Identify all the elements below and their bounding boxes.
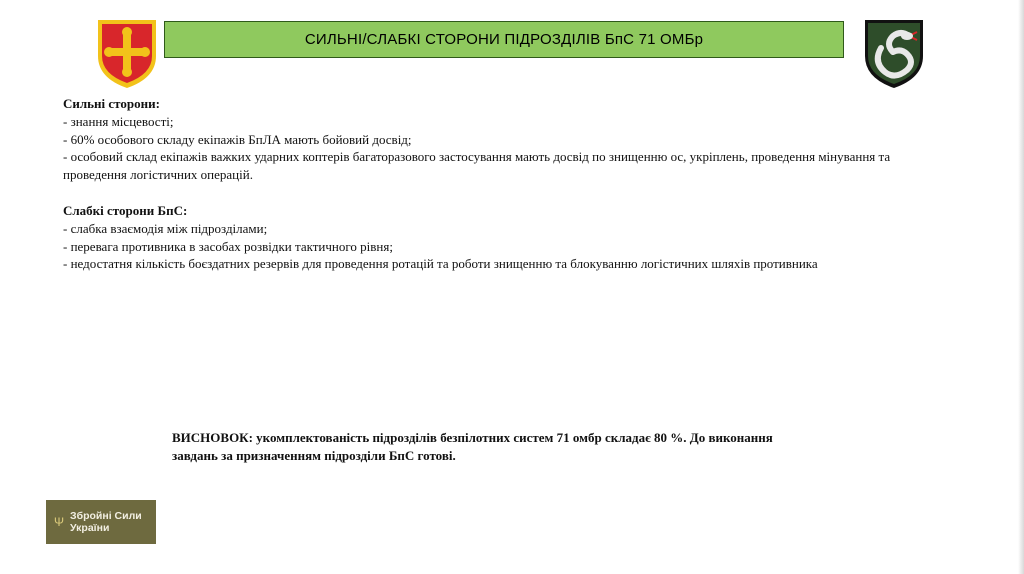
strengths-heading: Сильні сторони: xyxy=(63,96,160,111)
weakness-item: - слабка взаємодія між підрозділами; xyxy=(63,220,268,236)
snake-shield-icon xyxy=(863,18,925,90)
brigade-shield-emblem-icon xyxy=(96,18,158,90)
weakness-item: - недостатня кількість боєздатних резервів для проведення ротацій та роботи знищенню та блокуванню логістичних шляхів противника xyxy=(63,256,818,272)
title-banner xyxy=(164,21,844,58)
weakness-item: - перевага противника в засобах розвідки тактичного рівня; xyxy=(63,238,393,254)
page-title: СИЛЬНІ/СЛАБКІ СТОРОНИ ПІДРОЗДІЛІВ БпС 71 ОМБр xyxy=(304,31,704,48)
slide-edge-shadow xyxy=(1018,0,1024,574)
unit-snake-emblem-icon xyxy=(863,18,925,90)
logo-line-2: України xyxy=(70,522,110,534)
strengths-weaknesses-text xyxy=(63,95,963,273)
weaknesses-heading: Слабкі сторони БпС: xyxy=(63,202,188,218)
logo-line-1: Збройні Сили xyxy=(70,510,142,522)
shield-cross-icon xyxy=(96,18,158,90)
trident-icon: Ψ xyxy=(54,515,65,529)
conclusion-text: ВИСНОВОК: укомплектованість підрозділів безпілотних систем 71 омбр складає 80 %. До виконання завдань за призначенням підрозділи БпС готові. xyxy=(172,430,773,463)
armed-forces-logo xyxy=(46,500,156,544)
strength-item: - 60% особового складу екіпажів БпЛА мають бойовий досвід; xyxy=(63,131,412,147)
strength-item: - особовий склад екіпажів важких ударних коптерів багаторазового застосування мають досвід по знищенню ос, укріплень, проведення мінування та проведення логістичних операцій. xyxy=(63,149,891,183)
strength-item: - знання місцевості; xyxy=(63,113,174,129)
